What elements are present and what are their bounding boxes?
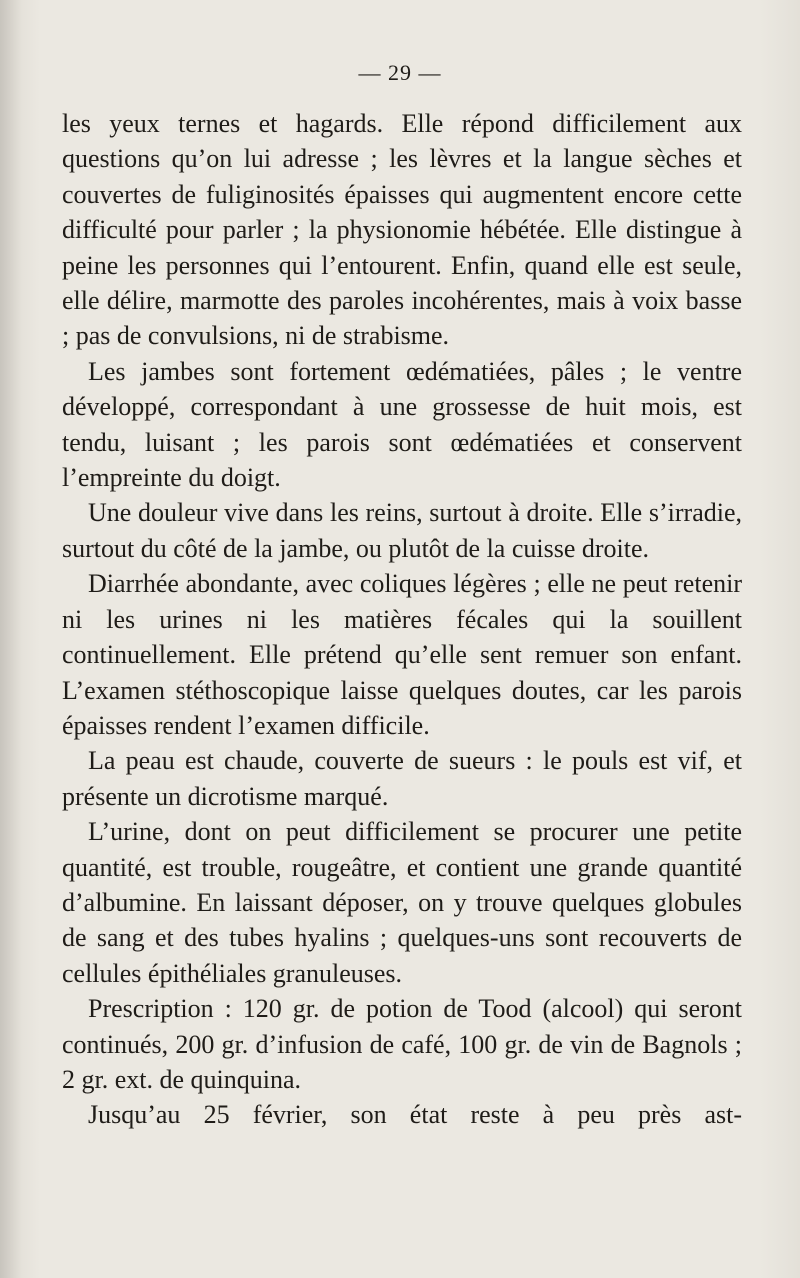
paragraph: les yeux ternes et hagards. Elle répond difficilement aux questions qu’on lui adresse ; les lèvres et la langue sèches et couvertes de fuliginosités épaisses qui augmentent encore cette difficulté pour parler ; la physionomie hébétée. Elle distingue à peine les personnes qui l’entourent. Enfin, quand elle est seule, elle délire, marmotte des paroles incohérentes, mais à voix basse ; pas de convulsions, ni de strabisme. [62, 109, 742, 351]
paragraph: Diarrhée abondante, avec coliques légères ; elle ne peut retenir ni les urines ni les matières fécales qui la souillent continuellement. Elle prétend qu’elle sent remuer son enfant. L’examen stéthoscopique laisse quelques doutes, car les parois épaisses rendent l’examen difficile. [62, 569, 742, 740]
paragraph: Jusqu’au 25 février, son état reste à peu près ast- [88, 1100, 742, 1130]
paragraph: L’urine, dont on peut difficilement se procurer une petite quantité, est trouble, rougeâtre, et contient une grande quantité d’albumine. En laissant déposer, on y trouve quelques globules de sang et des tubes hyalins ; quelques-uns sont recouverts de cellules épithéliales granuleuses. [62, 817, 742, 988]
paragraph: Une douleur vive dans les reins, surtout à droite. Elle s’irradie, surtout du côté de la jambe, ou plutôt de la cuisse droite. [62, 498, 742, 563]
paragraph: Prescription : 120 gr. de potion de Tood (alcool) qui seront continués, 200 gr. d’infusion de café, 100 gr. de vin de Bagnols ; 2 gr. ext. de quinquina. [62, 994, 742, 1094]
body-text [62, 106, 742, 1133]
page-number: — 29 — [358, 60, 442, 85]
paragraph: La peau est chaude, couverte de sueurs : le pouls est vif, et présente un dicrotisme marqué. [62, 746, 742, 811]
binding-shadow [0, 0, 22, 1278]
paragraph: Les jambes sont fortement œdématiées, pâles ; le ventre développé, correspondant à une grossesse de huit mois, est tendu, luisant ; les parois sont œdématiées et conservent l’empreinte du doigt. [62, 356, 742, 493]
